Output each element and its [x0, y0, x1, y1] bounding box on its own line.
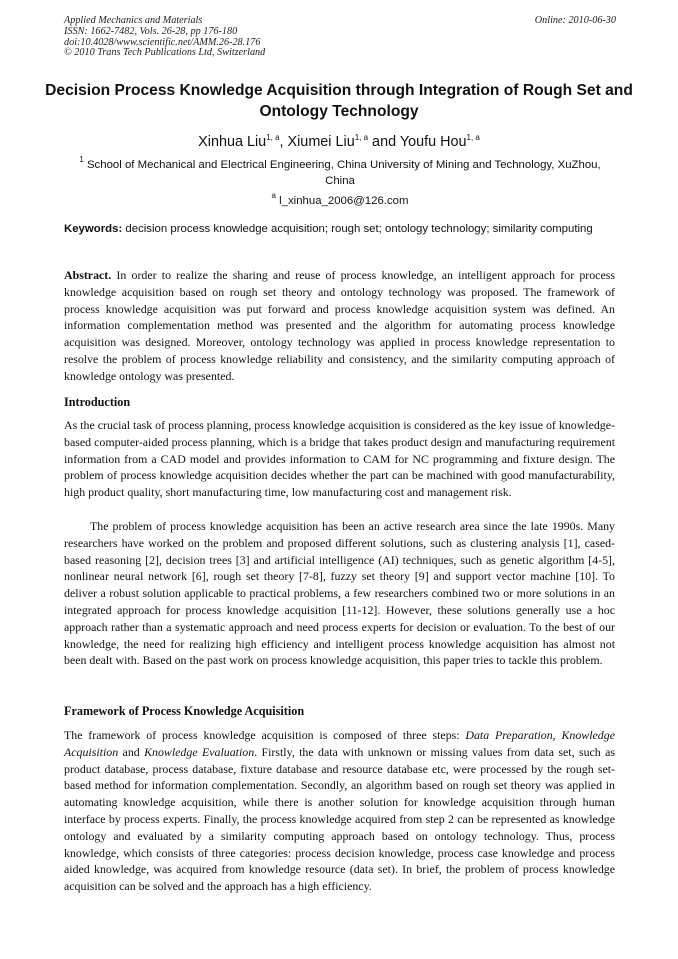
author-superscript: 1, a: [466, 133, 480, 142]
affiliation-text: School of Mechanical and Electrical Engineering, China University of Mining and Technology, XuZhou, China: [86, 159, 601, 187]
copyright-line: © 2010 Trans Tech Publications Ltd, Switzerland: [64, 47, 266, 59]
framework-paragraph-1: [64, 727, 615, 895]
journal-name: Applied Mechanics and Materials: [64, 15, 203, 26]
doi-line: doi:10.4028/www.scientific.net/AMM.26-28.176: [64, 36, 261, 48]
online-date: Online: 2010-06-30: [534, 15, 616, 26]
section-heading-introduction: Introduction: [64, 395, 131, 409]
step-data-preparation: Data Preparation: [465, 728, 553, 742]
author-name: Xiumei Liu: [287, 134, 355, 150]
section-heading-framework: Framework of Process Knowledge Acquisition: [64, 704, 305, 718]
email-superscript: a: [271, 191, 276, 200]
framework-text-start: The framework of process knowledge acquisition is composed of three steps:: [64, 728, 466, 742]
author-superscript: 1, a: [266, 133, 280, 142]
affiliation-superscript: 1: [79, 155, 84, 164]
author-list: [40, 133, 638, 151]
step-knowledge-evaluation: Knowledge Evaluation: [144, 744, 255, 759]
keywords-label: Keywords:: [64, 223, 123, 235]
journal-header: [64, 16, 616, 59]
abstract-label: Abstract.: [64, 268, 112, 282]
author-name: Youfu Hou: [399, 134, 467, 150]
abstract: [64, 267, 615, 385]
introduction-paragraph-1: As the crucial task of process planning, process knowledge acquisition is considered as the key issue of knowledge-based computer-aided process planning, which is a bridge that takes product design and manufacturing requirement information from a CAD model and provides information to CAM for NC programming and fixture design. The problem of process knowledge acquisition decides whether the part can be machined with good manufacturability, high product quality, short manufacturing time, low manufacturing cost and management risk.: [64, 418, 615, 500]
author-name: Xinhua Liu: [198, 134, 267, 150]
keywords-text: decision process knowledge acquisition; rough set; ontology technology; similarity computing: [125, 223, 593, 235]
framework-separator: and: [118, 744, 145, 759]
affiliation: [64, 155, 616, 189]
step-knowledge-acquisition: Knowledge Acquisition: [64, 728, 615, 759]
author-superscript: 1, a: [354, 133, 369, 142]
abstract-text: In order to realize the sharing and reuse of process knowledge, an intelligent approach for process knowledge acquisition based on rough set theory and ontology technology was proposed. The framework of process knowledge acquisition was put forward and process knowledge acquisition system was defined. An information complementation method was presented and the algorithm for automating process knowledge acquisition was designed. Moreover, ontology technology was applied in process knowledge representation to resolve the problem of process knowledge reliability and consistency, and the similarity computing approach of knowledge ontology was presented.: [64, 268, 615, 383]
paper-title: Decision Process Knowledge Acquisition through Integration of Rough Set and Ontology Technology: [45, 82, 633, 120]
keywords: [64, 222, 616, 237]
author-email: [64, 191, 616, 208]
email-address: l_xinhua_2006@126.com: [279, 195, 409, 207]
framework-separator: ,: [552, 728, 562, 742]
author-separator: ,: [279, 134, 288, 150]
author-separator: and: [368, 134, 400, 150]
framework-text-rest: . Firstly, the data with unknown or missing values from data set, such as product database, process database, fixture database and resource database etc, were processed by the rough set-based method for information complementation. Secondly, an algorithm based on rough set theory was applied in automating knowledge acquisition, while there is another solution for knowledge acquisition through human interface by process experts. Finally, the process knowledge acquired from step 2 can be represented as knowledge ontology and evaluated by a similarity computing approach based on ontology technology. Thus, process knowledge, which consists of three categories: process decision knowledge, process case knowledge and process aided knowledge, was acquired from knowledge resource (data set). In brief, the problem of process knowledge acquisition can be solved and the approach has a high efficiency.: [64, 744, 616, 894]
issn-line: ISSN: 1662-7482, Vols. 26-28, pp 176-180: [64, 25, 238, 37]
introduction-paragraph-2: The problem of process knowledge acquisition has been an active research area since the late 1990s. Many researchers have worked on the problem and proposed different solutions, such as clustering analysis [1], cased-based reasoning [2], decision trees [3] and artificial intelligence (AI) techniques, such as genetic algorithm [4-5], nonlinear neural network [6], rough set theory [7-8], fuzzy set theory [9] and support vector machine [10]. To deliver a robust solution applicable to practical problems, a few researchers combined two or more solutions in an integrated approach for process knowledge acquisition [11-12]. However, these solutions generally use a hoc approach rather than a systematic approach and need process experts for decision or evaluation. To the best of our knowledge, the need for realizing high efficiency and intelligent process knowledge acquisition has almost not been dealt with. Based on the past work on process knowledge acquisition, this paper tries to tackle this problem.: [64, 519, 615, 668]
